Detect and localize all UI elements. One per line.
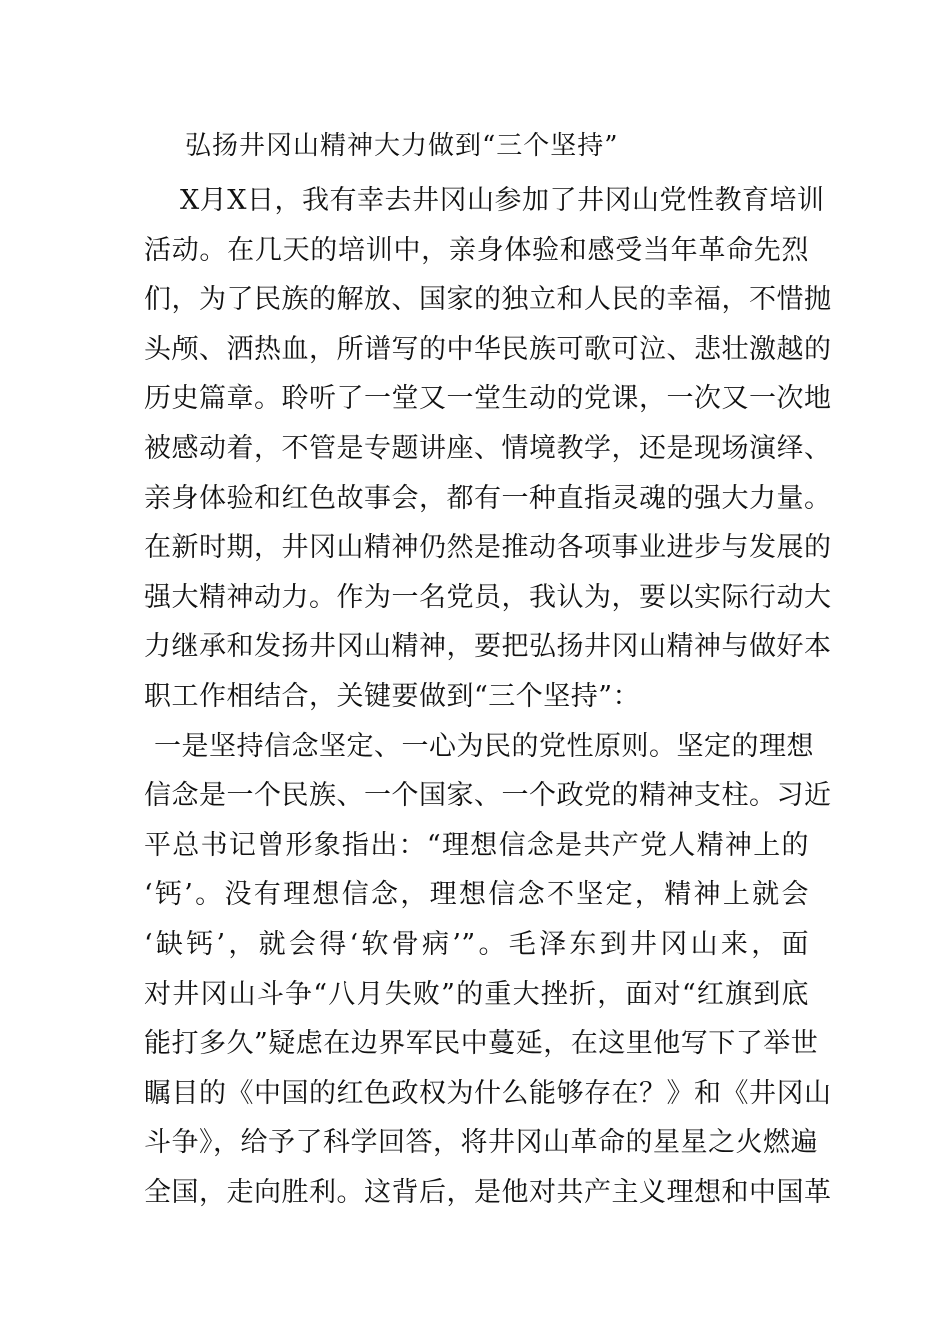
- body-line: 一是坚持信念坚定、一心为民的党性原则。坚定的理想: [154, 730, 814, 762]
- body-line: 头颅、洒热血，所谱写的中华民族可歌可泣、悲壮激越的: [144, 333, 832, 365]
- body-line: 历史篇章。聆听了一堂又一堂生动的党课，一次又一次地: [144, 383, 832, 415]
- body-line: ‘钙’。没有理想信念，理想信念不坚定，精神上就会: [144, 879, 809, 911]
- body-line: 亲身体验和红色故事会，都有一种直指灵魂的强大力量。: [144, 482, 832, 514]
- body-line: 能打多久”疑虑在边界军民中蔓延，在这里他写下了举世: [144, 1028, 819, 1060]
- body-line: 被感动着，不管是专题讲座、情境教学，还是现场演绎、: [144, 432, 832, 464]
- document-body: [144, 176, 832, 1217]
- body-line: 信念是一个民族、一个国家、一个政党的精神支柱。习近: [144, 780, 832, 812]
- body-line: 平总书记曾形象指出：“理想信念是共产党人精神上的: [144, 829, 809, 861]
- body-line: 对井冈山斗争“八月失败”的重大挫折，面对“红旗到底: [144, 978, 809, 1010]
- body-line: 力继承和发扬井冈山精神，要把弘扬井冈山精神与做好本: [144, 631, 832, 663]
- document-title: 弘扬井冈山精神大力做到“三个坚持”: [185, 131, 619, 161]
- body-line: 斗争》，给予了科学回答，将井冈山革命的星星之火燃遍: [144, 1127, 818, 1159]
- body-line: 们，为了民族的解放、国家的独立和人民的幸福，不惜抛: [144, 284, 832, 316]
- body-line: 瞩目的《中国的红色政权为什么能够存在？》和《井冈山: [144, 1077, 832, 1109]
- body-line: 全国，走向胜利。这背后，是他对共产主义理想和中国革: [144, 1176, 832, 1208]
- body-line: X月X日，我有幸去井冈山参加了井冈山党性教育培训: [180, 185, 825, 216]
- body-line: 职工作相结合，关键要做到“三个坚持”：: [144, 680, 641, 712]
- body-line: 强大精神动力。作为一名党员，我认为，要以实际行动大: [144, 581, 832, 613]
- body-line: ‘缺钙’，就会得‘软骨病’”。毛泽东到井冈山来，面: [144, 928, 809, 960]
- body-line: 在新时期，井冈山精神仍然是推动各项事业进步与发展的: [144, 532, 832, 564]
- body-line: 活动。在几天的培训中，亲身体验和感受当年革命先烈: [144, 234, 809, 266]
